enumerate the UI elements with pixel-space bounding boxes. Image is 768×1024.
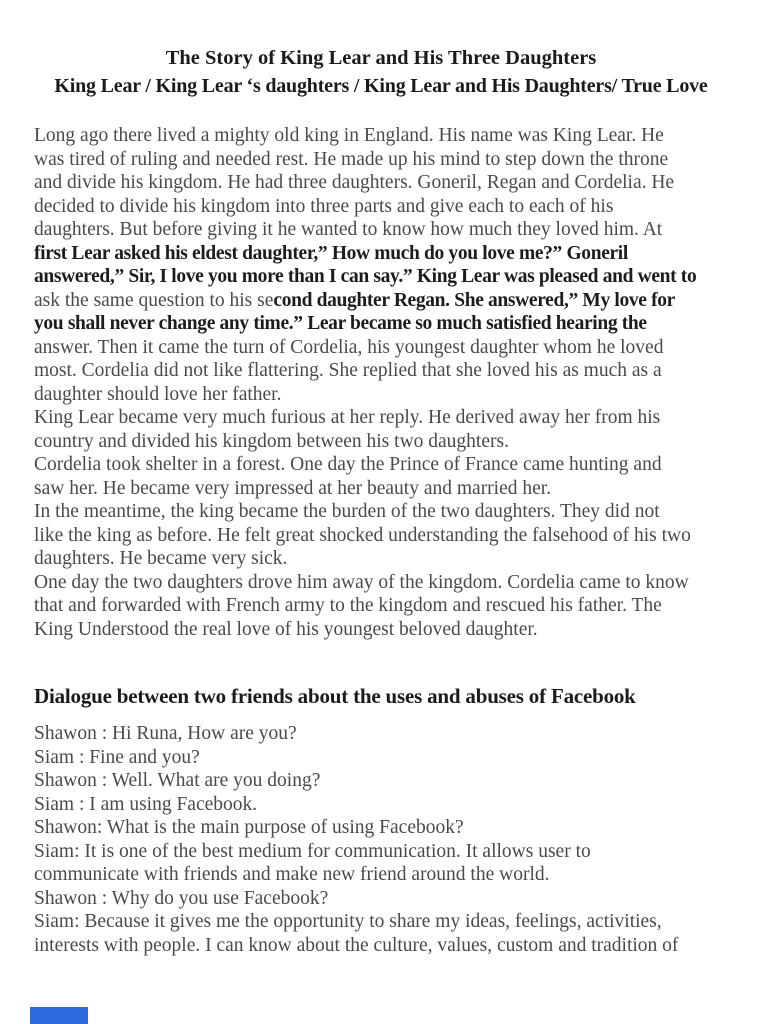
story-line <box>34 594 740 618</box>
story-text: One day the two daughters drove him away of the kingdom. Cordelia came to know <box>34 571 689 593</box>
story-line <box>34 242 740 266</box>
story-text: most. Cordelia did not like flattering. She replied that she loved his as much as a <box>34 360 662 381</box>
story-text: In the meantime, the king became the burden of the two daughters. They did not <box>34 501 660 522</box>
story-text: was tired of ruling and needed rest. He made up his mind to step down the throne <box>34 148 669 170</box>
story-line <box>34 571 740 595</box>
dialogue-line: Shawon: What is the main purpose of using Facebook? <box>34 817 464 838</box>
dialogue-line: Siam : I am using Facebook. <box>34 793 258 815</box>
story-text: decided to divide his kingdom into three parts and give each to each of his <box>34 195 614 217</box>
dialogue-line: Shawon : Hi Runa, How are you? <box>34 723 297 744</box>
story-line <box>34 406 740 430</box>
story-text-emphasis: answered,” Sir, I love you more than I can say.” King Lear was pleased and went to <box>34 266 697 287</box>
story-line <box>34 265 740 289</box>
dialogue-line: Siam: It is one of the best medium for communication. It allows user to <box>34 840 591 862</box>
story-text-emphasis: first Lear asked his eldest daughter,” How much do you love me?” Goneril <box>34 242 628 264</box>
story-text: Long ago there lived a mighty old king in England. His name was King Lear. He <box>34 125 664 146</box>
story-line <box>34 430 740 454</box>
story-line <box>34 195 740 219</box>
story-line <box>34 477 740 501</box>
story-text: King Understood the real love of his youngest beloved daughter. <box>34 618 538 640</box>
story-text: ask the same question to his se <box>34 289 274 311</box>
story-text: Cordelia took shelter in a forest. One day the Prince of France came hunting and <box>34 454 662 475</box>
story-text: daughter should love her father. <box>34 383 282 405</box>
story-text: King Lear became very much furious at her reply. He derived away her from his <box>34 407 661 428</box>
dialogue-line: Siam: Because it gives me the opportunity to share my ideas, feelings, activities, <box>34 911 662 932</box>
dialogue-line: Shawon : Why do you use Facebook? <box>34 887 329 909</box>
story-text: saw her. He became very impressed at her beauty and married her. <box>34 477 552 499</box>
dialogue-heading: Dialogue between two friends about the uses and abuses of Facebook <box>34 684 636 708</box>
story-line <box>34 547 740 571</box>
story-line <box>34 453 740 477</box>
story-text-emphasis: cond daughter Regan. She answered,” My love for <box>273 289 675 311</box>
dialogue-line: Shawon : Well. What are you doing? <box>34 770 321 791</box>
story-line <box>34 312 740 336</box>
story-line <box>34 336 740 360</box>
story-line <box>34 618 740 642</box>
story-text: that and forwarded with French army to the kingdom and rescued his father. The <box>34 595 662 616</box>
story-line <box>34 124 740 148</box>
story-text: daughters. He became very sick. <box>34 548 288 569</box>
dialogue-line: Siam : Fine and you? <box>34 746 200 768</box>
page-title: The Story of King Lear and His Three Daughters <box>165 47 597 69</box>
story-line <box>34 383 740 407</box>
story-line <box>34 524 740 548</box>
story-paragraph <box>34 124 740 641</box>
page-subtitle: King Lear / King Lear ‘s daughters / King Lear and His Daughters/ True Love <box>54 74 708 97</box>
story-text: country and divided his kingdom between his two daughters. <box>34 430 509 452</box>
story-text-emphasis: you shall never change any time.” Lear became so much satisfied hearing the <box>34 313 647 334</box>
story-line <box>34 171 740 195</box>
story-text: and divide his kingdom. He had three daughters. Goneril, Regan and Cordelia. He <box>34 172 675 193</box>
story-text: daughters. But before giving it he wanted to know how much they loved him. At <box>34 219 663 240</box>
story-line <box>34 500 740 524</box>
story-line <box>34 359 740 383</box>
blue-page-marker <box>30 1007 88 1024</box>
story-text: like the king as before. He felt great shocked understanding the falsehood of his two <box>34 524 691 546</box>
story-line <box>34 289 740 313</box>
story-text: answer. Then it came the turn of Cordelia, his youngest daughter whom he loved <box>34 336 664 358</box>
story-line <box>34 218 740 242</box>
story-line <box>34 148 740 172</box>
title-block <box>34 45 728 100</box>
dialogue-line: communicate with friends and make new friend around the world. <box>34 864 550 885</box>
dialogue-line: interests with people. I can know about the culture, values, custom and tradition of <box>34 934 679 956</box>
dialogue-paragraph <box>34 722 740 957</box>
